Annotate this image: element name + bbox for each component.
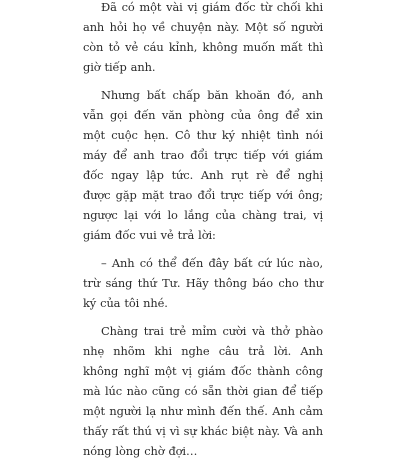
body-text [83, 0, 323, 461]
paragraph: Đã có một vài vị giám đốc từ chối khi anh hỏi họ về chuyện này. Một số người còn tỏ vẻ cáu kỉnh, không muốn mất thì giờ tiếp anh. [83, 0, 323, 74]
paragraph: Chàng trai trẻ mỉm cười và thở phào nhẹ nhõm khi nghe câu trả lời. Anh không nghĩ một vị giám đốc thành công mà lúc nào cũng có sẵn thời gian để tiếp một người lạ như mình đến thế. Anh cảm thấy rất thú vị vì sự khác biệt này. Và anh nóng lòng chờ đợi… [83, 324, 323, 458]
paragraph: – Anh có thể đến đây bất cứ lúc nào, trừ sáng thứ Tư. Hãy thông báo cho thư ký của tôi nhé. [83, 256, 323, 310]
paragraph: Nhưng bất chấp băn khoăn đó, anh vẫn gọi đến văn phòng của ông để xin một cuộc hẹn. Cô thư ký nhiệt tình nói máy để anh trao đổi trực tiếp với giám đốc ngay lập tức. Anh rụt rè để nghị được gặp mặt trao đổi trực tiếp với ông; ngược lại với lo lắng của chàng trai, vị giám đốc vui vẻ trả lời: [83, 88, 323, 242]
